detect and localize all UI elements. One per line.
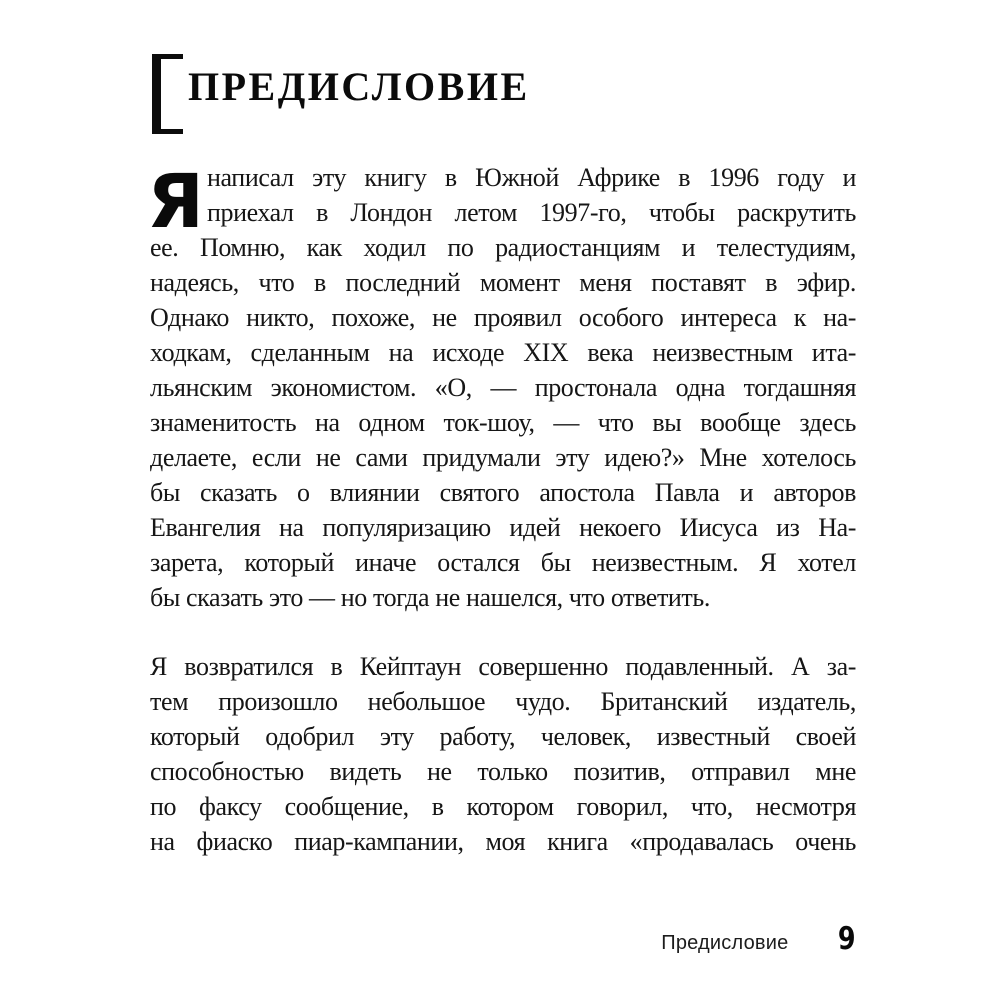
text-line: делаете, если не сами придумали эту идею?» Мне хотелось — [150, 443, 856, 472]
body-text — [147, 159, 856, 859]
text-line: знаменитость на одном ток-шоу, — что вы вообще здесь — [150, 408, 856, 437]
text-line: Я возвратился в Кейптаун совершенно подавленный. А за- — [150, 652, 856, 681]
page-footer — [150, 922, 856, 957]
footer-running-title: Предисловие — [661, 932, 789, 954]
text-line: ходкам, сделанным на исходе XIX века неизвестным ита- — [150, 338, 856, 367]
text-line: написал эту книгу в Южной Африке в 1996 году и — [207, 163, 856, 192]
text-line: по факсу сообщение, в котором говорил, что, несмотря — [150, 792, 856, 821]
text-line: Евангелия на популяризацию идей некоего Иисуса из На- — [150, 513, 856, 542]
text-line: Однако никто, похоже, не проявил особого интереса к на- — [150, 303, 856, 332]
text-line: бы сказать это — но тогда не нашелся, что ответить. — [150, 583, 710, 612]
text-line: на фиаско пиар-кампании, моя книга «продавалась очень — [150, 827, 856, 856]
text-line: бы сказать о влиянии святого апостола Павла и авторов — [150, 478, 856, 507]
page-title: ПРЕДИСЛОВИЕ — [188, 64, 530, 109]
text-line: зарета, который иначе остался бы неизвестным. Я хотел — [150, 548, 856, 577]
text-line: который одобрил эту работу, человек, известный своей — [150, 722, 856, 751]
bracket-icon — [152, 54, 183, 134]
text-line: ее. Помню, как ходил по радиостанциям и телестудиям, — [150, 233, 856, 262]
text-line: льянским экономистом. «О, — простонала одна тогдашняя — [150, 373, 856, 402]
text-line: способностью видеть не только позитив, отправил мне — [150, 757, 856, 786]
dropcap-letter: Я — [147, 159, 204, 245]
text-line: надеясь, что в последний момент меня поставят в эфир. — [150, 268, 856, 297]
paragraph-2 — [150, 649, 856, 859]
footer-page-number: 9 — [838, 921, 856, 957]
text-line: тем произошло небольшое чудо. Британский издатель, — [150, 687, 856, 716]
paragraph-1 — [147, 159, 856, 615]
text-line: приехал в Лондон летом 1997-го, чтобы раскрутить — [207, 198, 856, 227]
